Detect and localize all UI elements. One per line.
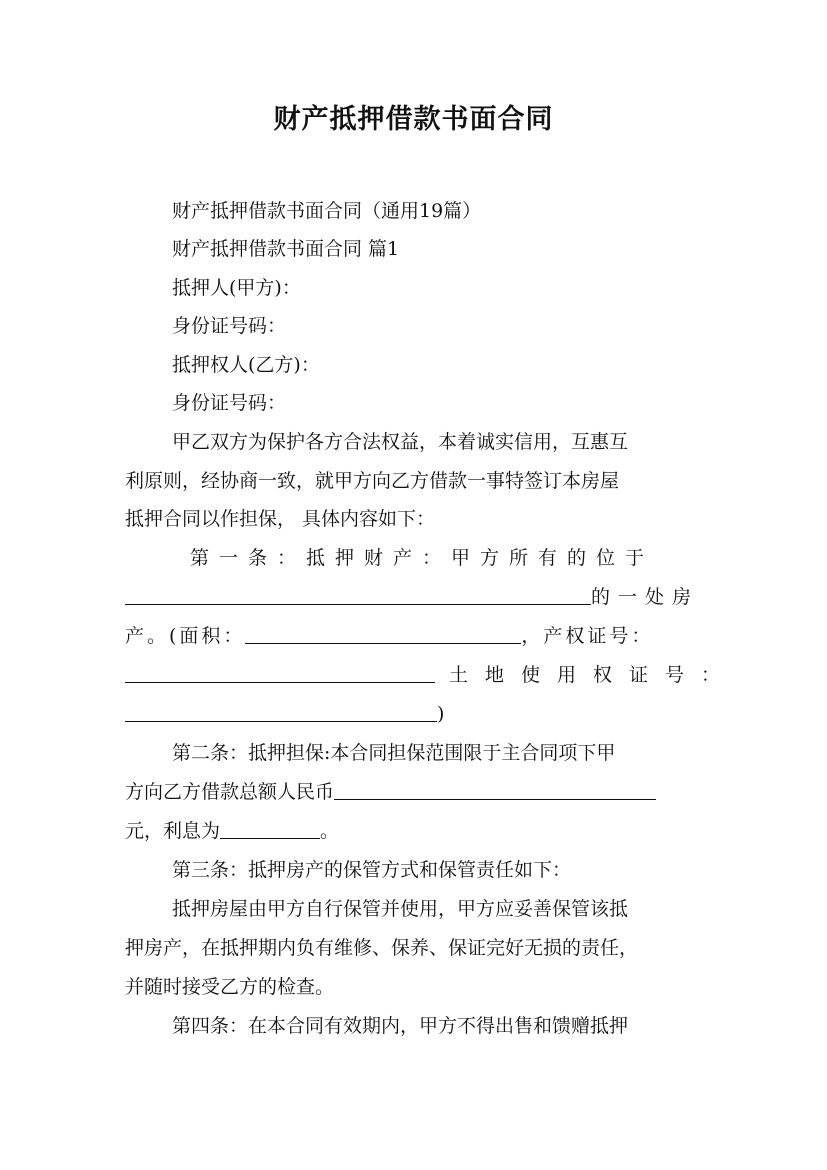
property-text: 的一处房 (591, 586, 700, 608)
article-2-line-1: 第二条：抵押担保:本合同担保范围限于主合同项下甲 (172, 742, 616, 764)
article-1-line-5 (125, 695, 705, 733)
land-cert-label: 土地使用权证号： (449, 664, 738, 686)
article-2-line-3 (125, 812, 705, 850)
close-paren: ) (437, 703, 445, 725)
paragraph-intro-line-1: 甲乙双方为保护各方合法权益，本着诚实信用，互惠互 (172, 431, 629, 453)
interest-blank (220, 837, 320, 839)
article-3-heading: 第三条：抵押房产的保管方式和保管责任如下： (172, 859, 572, 881)
title-cert-label: ，产权证号： (521, 625, 654, 647)
paragraph-intro-line-2: 利原则，经协商一致，就甲方向乙方借款一事特签订本房屋 (125, 470, 620, 492)
article-1-text: 第一条：抵押财产：甲方所有的位于 (190, 547, 655, 569)
area-blank (245, 642, 521, 644)
article-4-line-1: 第四条：在本合同有效期内，甲方不得出售和馈赠抵押 (172, 1015, 629, 1037)
article-1-line-1 (190, 539, 705, 577)
subtitle-line: 财产抵押借款书面合同（通用19篇） (172, 200, 482, 222)
loan-amount-label: 方向乙方借款总额人民币 (125, 781, 335, 803)
mortgagee-label: 抵押权人(乙方)： (172, 354, 320, 376)
article-3-line-1: 抵押房屋由甲方自行保管并使用，甲方应妥善保管该抵 (172, 898, 629, 920)
interest-end: 。 (320, 820, 340, 842)
property-location-blank (125, 603, 591, 605)
mortgagee-id-label: 身份证号码： (172, 392, 287, 414)
article-1-line-2 (125, 578, 705, 616)
interest-label: 元，利息为 (125, 820, 221, 842)
mortgagor-label: 抵押人(甲方)： (172, 277, 301, 299)
article-3-line-3: 并随时接受乙方的检查。 (125, 976, 335, 998)
article-1-line-3 (125, 617, 705, 655)
area-label: 产。(面积： (125, 625, 246, 647)
section-heading: 财产抵押借款书面合同 篇1 (172, 238, 400, 260)
document-title: 财产抵押借款书面合同 (273, 104, 554, 135)
article-3-line-2: 押房产，在抵押期内负有维修、保养、保证完好无损的责任， (125, 937, 639, 959)
mortgagor-id-label: 身份证号码： (172, 315, 287, 337)
loan-amount-blank (334, 798, 656, 800)
land-cert-blank (125, 720, 437, 722)
article-1-line-4 (125, 656, 738, 694)
article-2-line-2 (125, 773, 705, 811)
paragraph-intro-line-3: 抵押合同以作担保， 具体内容如下： (125, 508, 436, 530)
title-cert-blank (125, 681, 435, 683)
